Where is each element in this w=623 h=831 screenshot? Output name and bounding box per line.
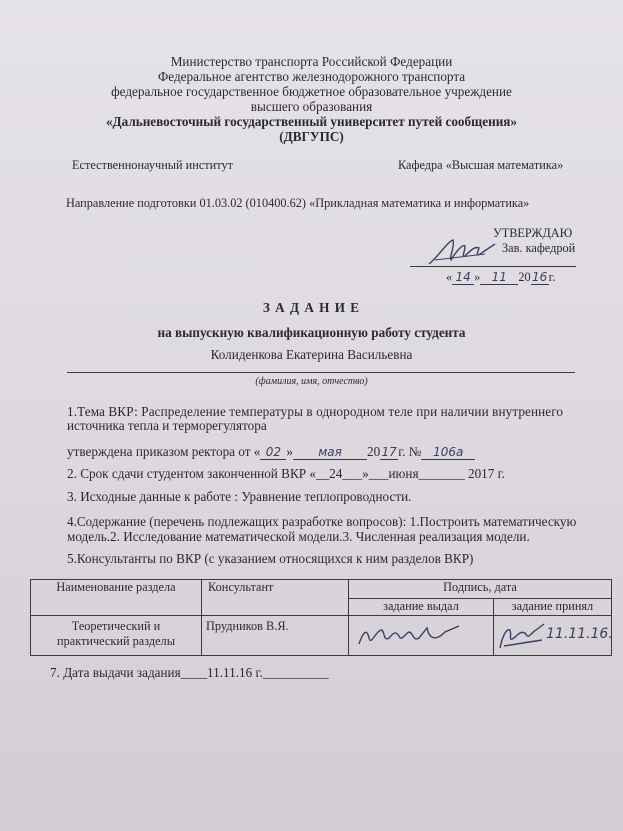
table-header-signature: Подпись, дата: [349, 580, 612, 599]
consultants-line: 5.Консультанты по ВКР (с указанием относящихся к ним разделов ВКР): [67, 551, 474, 566]
signature-line: [410, 266, 576, 267]
content-line-1: 4.Содержание (перечень подлежащих разработке вопросов): 1.Построить математическую: [67, 514, 577, 529]
head-signature-icon: [425, 234, 497, 270]
consultants-table: [30, 579, 612, 656]
accepted-date: 11.11.16.: [546, 626, 613, 642]
approval-label: УТВЕРЖДАЮ: [493, 226, 573, 240]
table-header-section: Наименование раздела: [31, 580, 202, 616]
table-header-accepted: задание принял: [494, 599, 612, 616]
approval-date: « 14 » 11 2016г.: [446, 270, 556, 284]
agency-line: Федеральное агентство железнодорожного транспорта: [157, 69, 466, 84]
table-row-issued-signature: [349, 616, 494, 656]
topic-line-1: 1.Тема ВКР: Распределение температуры в однородном теле при наличии внутреннего: [67, 404, 564, 419]
education-level-line: высшего образования: [250, 99, 373, 114]
order-day: 02: [260, 445, 286, 460]
institute-name: Естественнонаучный институт: [72, 158, 233, 172]
order-year: 17: [381, 445, 397, 459]
topic-line-2: источника тепла и терморегулятора: [67, 418, 267, 433]
approval-day: 14: [452, 270, 474, 285]
university-abbreviation: (ДВГУПС): [279, 129, 344, 144]
table-header-issued: задание выдал: [349, 599, 494, 616]
order-line: утверждена приказом ректора от « 02 » мая 2017г. № 106а: [67, 444, 475, 460]
ministry-line: Министерство транспорта Российской Федерации: [170, 54, 453, 69]
department-name: Кафедра «Высшая математика»: [398, 158, 564, 172]
order-month: мая: [293, 445, 367, 460]
university-name: «Дальневосточный государственный университет путей сообщения»: [105, 114, 518, 129]
student-signature-icon: [496, 618, 546, 654]
table-header-consultant: Консультант: [202, 580, 349, 616]
content-line-2: модель.2. Исследование математической модели.3. Численная реализация модели.: [67, 529, 530, 544]
consultant-signature-icon: [355, 618, 475, 654]
issue-date-line: 7. Дата выдачи задания____11.11.16 г.__________: [50, 665, 329, 680]
table-row-section: Теоретический и практический разделы: [31, 616, 202, 656]
document-title: З А Д А Н И Е: [262, 300, 361, 315]
table-row-accepted-signature: [494, 616, 612, 656]
order-number: 106а: [421, 445, 475, 460]
approval-year: 16: [531, 270, 548, 284]
name-underline: [67, 372, 575, 373]
approval-month: 11: [480, 270, 518, 285]
student-name: Колиденкова Екатерина Васильевна: [210, 347, 413, 362]
name-caption: (фамилия, имя, отчество): [255, 376, 368, 387]
table-row-consultant: Прудников В.Я.: [202, 616, 349, 656]
document-subtitle: на выпускную квалификационную работу студента: [157, 325, 466, 340]
deadline-line: 2. Срок сдачи студентом законченной ВКР «__24___»___июня_______ 2017 г.: [67, 466, 505, 481]
institution-type-line: федеральное государственное бюджетное образовательное учреждение: [111, 84, 512, 99]
head-of-department-label: Зав. кафедрой: [502, 241, 576, 255]
study-direction: Направление подготовки 01.03.02 (010400.62) «Прикладная математика и информатика»: [66, 196, 530, 210]
initial-data-line: 3. Исходные данные к работе : Уравнение теплопроводности.: [67, 489, 412, 504]
